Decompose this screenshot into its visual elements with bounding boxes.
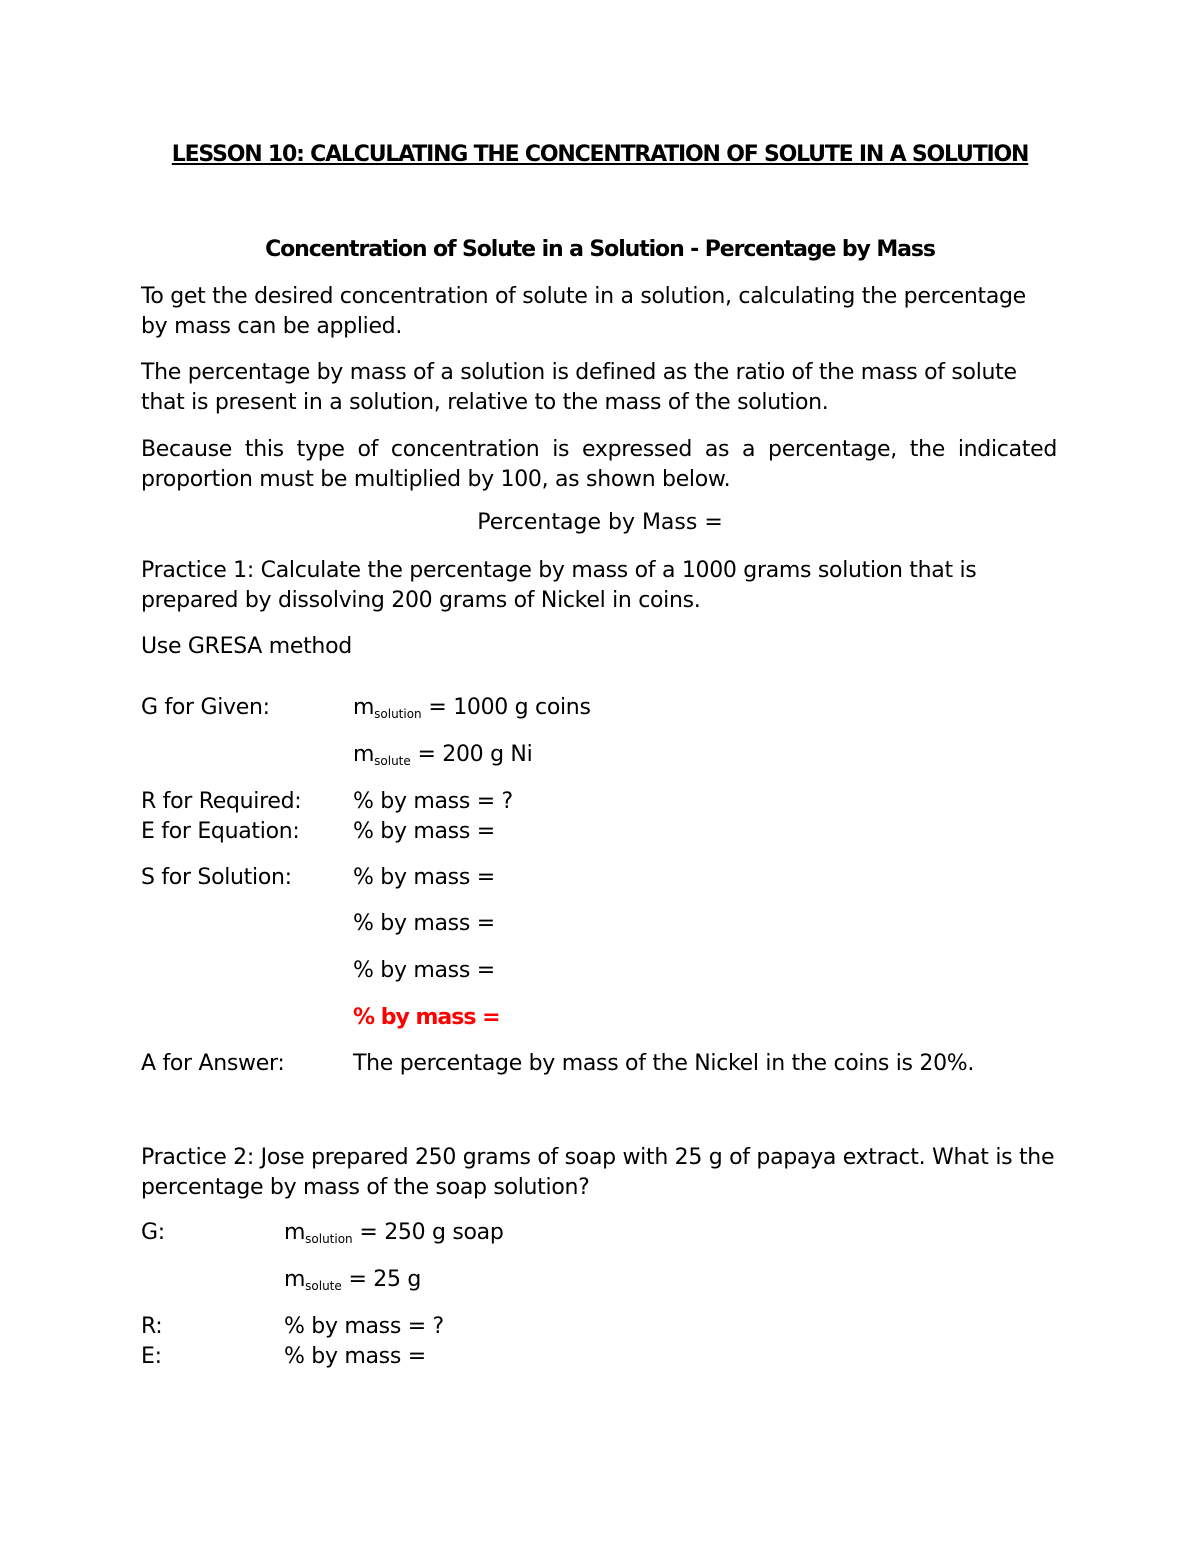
p2-given-label: G: <box>141 1220 165 1245</box>
practice-1-question: Practice 1: Calculate the percentage by mass of a 1000 grams solution that is prepared by dissolving 200 grams of Nickel in coins. <box>141 558 977 613</box>
solution-step-2: % by mass = <box>353 911 495 936</box>
section-subtitle: Concentration of Solute in a Solution - Percentage by Mass <box>265 237 935 262</box>
intro-paragraph-2: The percentage by mass of a solution is defined as the ratio of the mass of solute that is present in a solution, relative to the mass of the solution. <box>141 360 1017 415</box>
practice-2-question: Practice 2: Jose prepared 250 grams of soap with 25 g of papaya extract. What is the percentage by mass of the soap solution? <box>141 1145 1055 1200</box>
equation-value: % by mass = <box>353 819 495 844</box>
solute-subscript: solute <box>374 754 411 768</box>
p2-given-solution-value: = 250 g soap <box>352 1220 504 1245</box>
given-label: G for Given: <box>141 695 270 720</box>
required-value: % by mass = ? <box>353 789 513 814</box>
solution-final-step: % by mass = <box>353 1005 500 1030</box>
solution-label: S for Solution: <box>141 865 292 890</box>
given-mass-solution <box>353 695 591 721</box>
required-label: R for Required: <box>141 789 302 814</box>
solution-subscript: solution <box>374 707 422 721</box>
solute-subscript: solute <box>305 1279 342 1293</box>
p2-given-solute-value: = 25 g <box>341 1267 422 1292</box>
formula-line: Percentage by Mass = <box>477 510 723 535</box>
p2-equation-value: % by mass = <box>284 1344 426 1369</box>
given-solution-value: = 1000 g coins <box>421 695 591 720</box>
intro-paragraph-3: Because this type of concentration is expressed as a percentage, the indicated proportion must be multiplied by 100, as shown below. <box>141 437 1057 492</box>
mass-symbol: m <box>284 1267 306 1292</box>
p2-given-mass-solution <box>284 1220 504 1246</box>
gresa-method-label: Use GRESA method <box>141 634 352 659</box>
p2-given-mass-solute <box>284 1267 421 1293</box>
mass-symbol: m <box>284 1220 306 1245</box>
intro-paragraph-1: To get the desired concentration of solute in a solution, calculating the percentage by mass can be applied. <box>141 284 1026 339</box>
p2-equation-label: E: <box>141 1344 162 1369</box>
solution-subscript: solution <box>305 1232 353 1246</box>
p2-required-label: R: <box>141 1314 163 1339</box>
answer-value: The percentage by mass of the Nickel in the coins is 20%. <box>353 1051 975 1076</box>
p2-required-value: % by mass = ? <box>284 1314 444 1339</box>
answer-label: A for Answer: <box>141 1051 285 1076</box>
solution-step-3: % by mass = <box>353 958 495 983</box>
lesson-title: LESSON 10: CALCULATING THE CONCENTRATION OF SOLUTE IN A SOLUTION <box>171 142 1029 167</box>
solution-step-1: % by mass = <box>353 865 495 890</box>
given-mass-solute <box>353 742 532 768</box>
given-solute-value: = 200 g Ni <box>410 742 533 767</box>
equation-label: E for Equation: <box>141 819 300 844</box>
mass-symbol: m <box>353 742 375 767</box>
mass-symbol: m <box>353 695 375 720</box>
